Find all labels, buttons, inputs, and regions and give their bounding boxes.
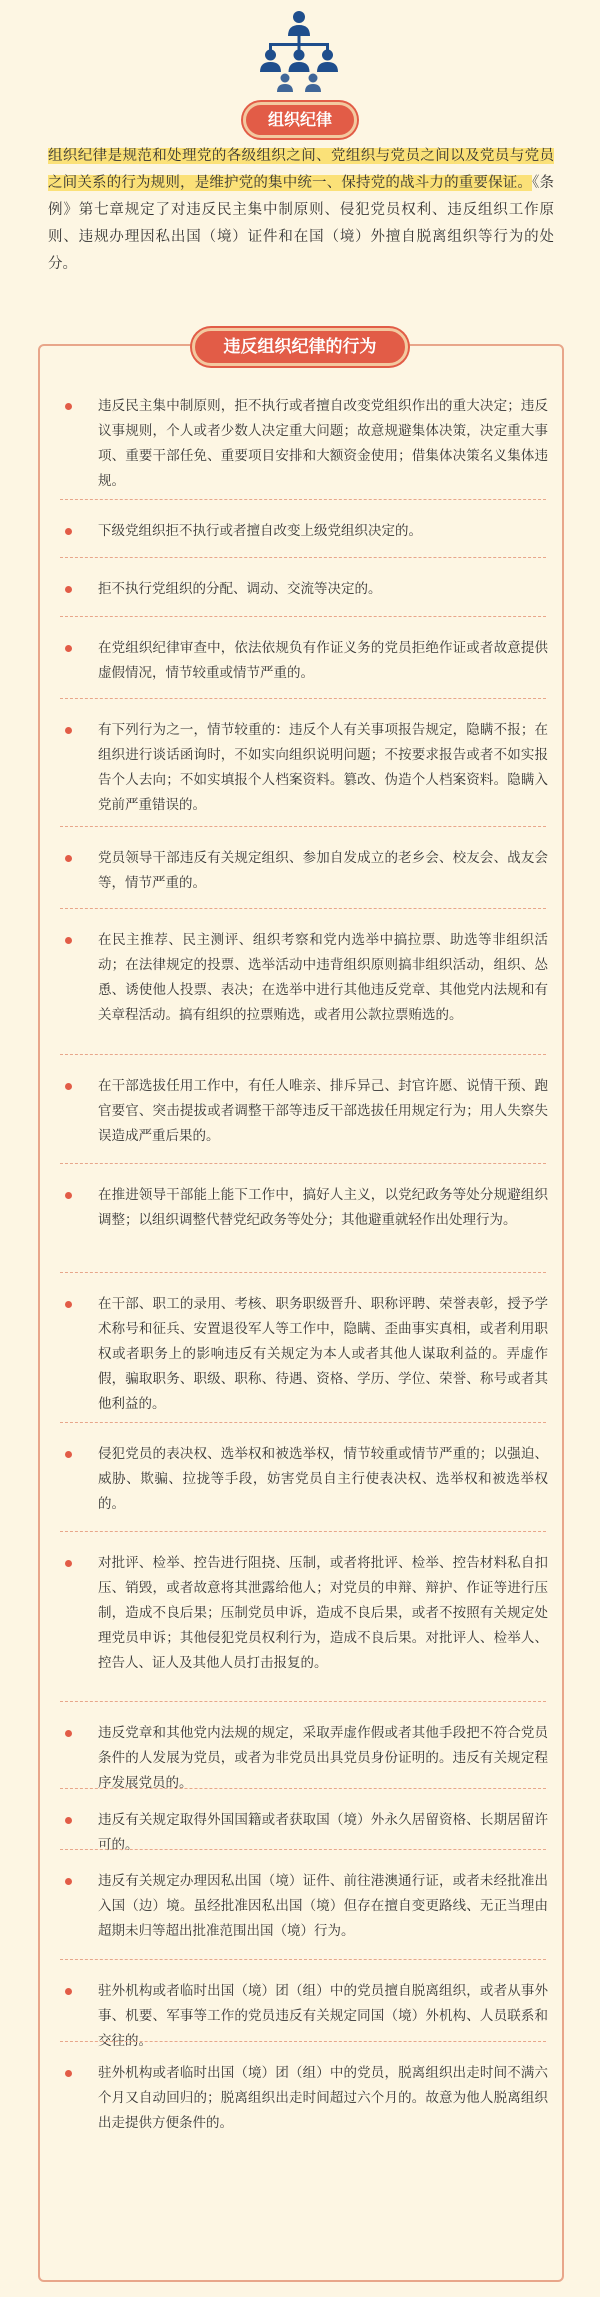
bullet-dot-icon — [65, 528, 72, 535]
list-item — [62, 394, 548, 494]
list-item-text: 对批评、检举、控告进行阻挠、压制，或者将批评、检举、控告材料私自扣压、销毁，或者故意将其泄露给他人；对党员的申辩、辩护、作证等进行压制，造成不良后果；压制党员申诉，造成不良后果，或者不按照有关规定处理党员申诉；其他侵犯党员权利行为，造成不良后果。对批评人、检举人、控告人、证人及其他人员打击报复的。 — [98, 1555, 548, 1671]
dashed-divider — [60, 1422, 546, 1423]
dashed-divider — [60, 908, 546, 909]
bullet-dot-icon — [65, 1192, 72, 1199]
list-item — [62, 1721, 548, 1796]
dashed-divider — [60, 2041, 546, 2042]
list-item — [62, 1551, 548, 1676]
list-item — [62, 1074, 548, 1149]
list-item — [62, 636, 548, 686]
list-item-text: 在干部、职工的录用、考核、职务职级晋升、职称评聘、荣誉表彰，授予学术称号和征兵、安置退役军人等工作中，隐瞒、歪曲事实真相，或者利用职权或者职务上的影响违反有关规定为本人或者其他人谋取利益的。弄虚作假，骗取职务、职级、职称、待遇、资格、学历、学位、荣誉、称号或者其他利益的。 — [98, 1296, 548, 1412]
dashed-divider — [60, 1701, 546, 1702]
list-item-text: 违反有关规定办理因私出国（境）证件、前往港澳通行证，或者未经批准出入国（边）境。虽经批准因私出国（境）但存在擅自变更路线、无正当理由超期未归等超出批准范围出国（境）行为。 — [98, 1873, 548, 1939]
dashed-divider — [60, 1272, 546, 1273]
dashed-divider — [60, 499, 546, 500]
list-item — [62, 1979, 548, 2054]
list-item-text: 违反有关规定取得外国国籍或者获取国（境）外永久居留资格、长期居留许可的。 — [98, 1812, 548, 1853]
list-item — [62, 718, 548, 818]
dashed-divider — [60, 1054, 546, 1055]
list-item — [62, 928, 548, 1028]
organization-people-icon — [255, 10, 343, 92]
violations-panel — [38, 344, 564, 2282]
list-item-text: 侵犯党员的表决权、选举权和被选举权，情节较重或情节严重的；以强迫、威胁、欺骗、拉拢等手段，妨害党员自主行使表决权、选举权和被选举权的。 — [98, 1446, 548, 1512]
list-item — [62, 1808, 548, 1858]
dashed-divider — [60, 826, 546, 827]
list-item — [62, 1869, 548, 1944]
list-item-text: 违反党章和其他党内法规的规定，采取弄虚作假或者其他手段把不符合党员条件的人发展为党员，或者为非党员出具党员身份证明的。违反有关规定程序发展党员的。 — [98, 1725, 548, 1791]
list-item — [62, 2061, 548, 2136]
list-item-text: 违反民主集中制原则，拒不执行或者擅自改变党组织作出的重大决定；违反议事规则，个人或者少数人决定重大问题；故意规避集体决策，决定重大事项、重要干部任免、重要项目安排和大额资金使用；借集体决策名义集体违规。 — [98, 398, 548, 489]
bullet-dot-icon — [65, 1451, 72, 1458]
bullet-dot-icon — [65, 1083, 72, 1090]
list-item-text: 在推进领导干部能上能下工作中，搞好人主义，以党纪政务等处分规避组织调整；以组织调整代替党纪政务等处分；其他避重就轻作出处理行为。 — [98, 1187, 548, 1228]
dashed-divider — [60, 557, 546, 558]
bullet-dot-icon — [65, 1301, 72, 1308]
dashed-divider — [60, 1531, 546, 1532]
list-item-text: 有下列行为之一，情节较重的：违反个人有关事项报告规定，隐瞒不报；在组织进行谈话函询时，不如实向组织说明问题；不按要求报告或者不如实报告个人去向；不如实填报个人档案资料。篡改、伪造个人档案资料。隐瞒入党前严重错误的。 — [98, 722, 548, 813]
list-item — [62, 1292, 548, 1417]
dashed-divider — [60, 1163, 546, 1164]
list-item-text: 驻外机构或者临时出国（境）团（组）中的党员，脱离组织出走时间不满六个月又自动回归的；脱离组织出走时间超过六个月的。故意为他人脱离组织出走提供方便条件的。 — [98, 2065, 548, 2131]
bullet-dot-icon — [65, 645, 72, 652]
violations-title-badge: 违反组织纪律的行为 — [192, 328, 408, 366]
dashed-divider — [60, 1849, 546, 1850]
bullet-dot-icon — [65, 2070, 72, 2077]
bullet-dot-icon — [65, 1817, 72, 1824]
list-item — [62, 519, 548, 544]
bullet-dot-icon — [65, 1988, 72, 1995]
list-item-text: 在党组织纪律审查中，依法依规负有作证义务的党员拒绝作证或者故意提供虚假情况，情节较重或情节严重的。 — [98, 640, 548, 681]
dashed-divider — [60, 698, 546, 699]
bullet-dot-icon — [65, 1560, 72, 1567]
bullet-dot-icon — [65, 937, 72, 944]
bullet-dot-icon — [65, 727, 72, 734]
bullet-dot-icon — [65, 586, 72, 593]
list-item-text: 在民主推荐、民主测评、组织考察和党内选举中搞拉票、助选等非组织活动；在法律规定的投票、选举活动中违背组织原则搞非组织活动，组织、怂恿、诱使他人投票、表决；在选举中进行其他违反党章、其他党内法规和有关章程活动。搞有组织的拉票贿选，或者用公款拉票贿选的。 — [98, 932, 548, 1023]
bullet-dot-icon — [65, 1730, 72, 1737]
list-item — [62, 1442, 548, 1517]
list-item-text: 下级党组织拒不执行或者擅自改变上级党组织决定的。 — [98, 523, 422, 539]
dashed-divider — [60, 1788, 546, 1789]
list-item — [62, 846, 548, 896]
list-item — [62, 1183, 548, 1233]
list-item-text: 党员领导干部违反有关规定组织、参加自发成立的老乡会、校友会、战友会等，情节严重的。 — [98, 850, 548, 891]
bullet-dot-icon — [65, 1878, 72, 1885]
list-item-text: 在干部选拔任用工作中，有任人唯亲、排斥异己、封官许愿、说情干预、跑官要官、突击提拔或者调整干部等违反干部选拔任用规定行为；用人失察失误造成严重后果的。 — [98, 1078, 548, 1144]
list-item — [62, 577, 548, 602]
list-item-text: 拒不执行党组织的分配、调动、交流等决定的。 — [98, 581, 382, 597]
section-title-badge: 组织纪律 — [243, 102, 357, 138]
intro-body: 《条例》第七章规定了对违反民主集中制原则、侵犯党员权利、违反组织工作原则、违规办理因私出国（境）证件和在国（境）外擅自脱离组织等行为的处分。 — [48, 175, 554, 272]
intro-highlight: 组织纪律是规范和处理党的各级组织之间、党组织与党员之间以及党员与党员之间关系的行为规则，是维护党的集中统一、保持党的战斗力的重要保证。 — [48, 148, 554, 191]
dashed-divider — [60, 1959, 546, 1960]
bullet-dot-icon — [65, 403, 72, 410]
bullet-dot-icon — [65, 855, 72, 862]
list-item-text: 驻外机构或者临时出国（境）团（组）中的党员擅自脱离组织，或者从事外事、机要、军事等工作的党员违反有关规定同国（境）外机构、人员联系和交往的。 — [98, 1983, 548, 2049]
dashed-divider — [60, 616, 546, 617]
intro-paragraph — [48, 143, 554, 278]
